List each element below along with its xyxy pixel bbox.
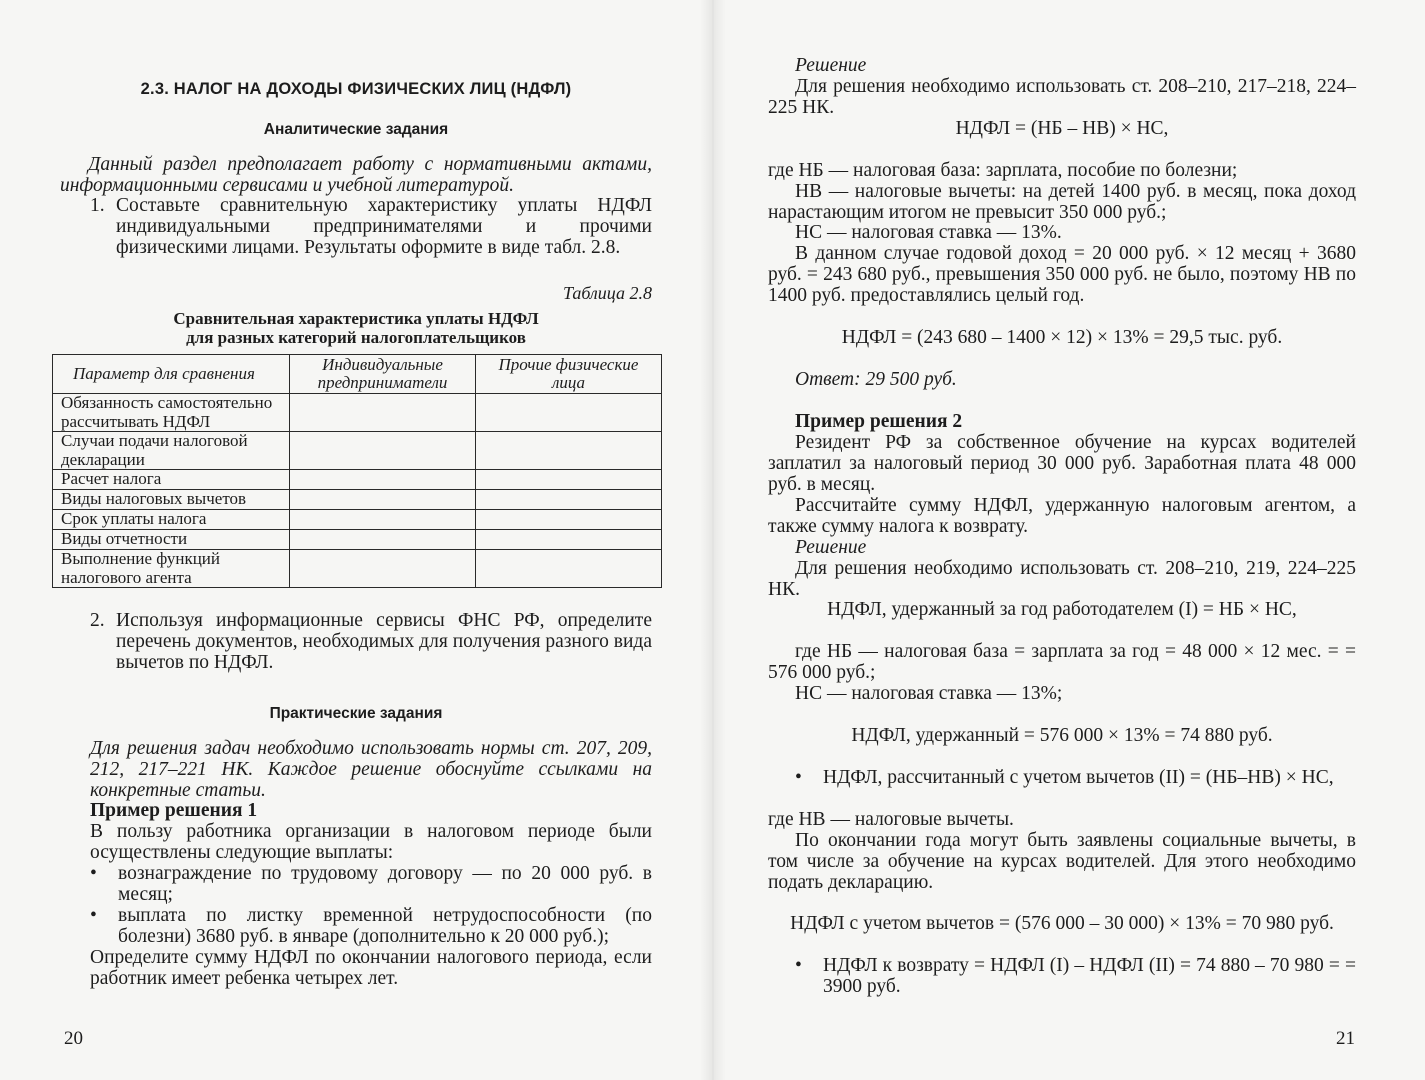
table-caption: Таблица 2.8 [562, 283, 652, 303]
bullet-item [795, 955, 1356, 997]
table-row-label: Расчет налога [53, 470, 290, 490]
table-cell [290, 394, 476, 432]
example-1-text: В пользу работника организации в налоговом периоде были осуществлены следующие выплаты: [90, 821, 652, 863]
table-cell [476, 530, 662, 550]
task-1-number: 1. [90, 195, 105, 216]
bullet-dot: • [795, 767, 802, 788]
page-number-left: 20 [64, 1028, 83, 1049]
comparison-table [52, 354, 662, 588]
example-1-question: Определите сумму НДФЛ по окончании налогового периода, если работник имеет ребенка четырех лет. [90, 947, 652, 989]
table-cell [290, 530, 476, 550]
paragraph: В данном случае годовой доход = 20 000 руб. × 12 месяц + 3680 руб. = 243 680 руб., превышения 350 000 руб. не было, поэтому НВ по 1400 руб. предоставлялись целый год. [768, 243, 1356, 306]
formula: НДФЛ, удержанный за год работодателем (I) = НБ × НС, [827, 599, 1297, 620]
formula: НДФЛ с учетом вычетов = (576 000 – 30 000) × 13% = 70 980 руб. [790, 913, 1334, 934]
paragraph: НВ — налоговые вычеты: на детей 1400 руб. в месяц, пока доход нарастающим итогом не превысит 350 000 руб.; [768, 181, 1356, 223]
paragraph: где НБ — налоговая база = зарплата за год = 48 000 × 12 мес. = = 576 000 руб.; [768, 641, 1356, 683]
table-cell [290, 470, 476, 490]
table-row [53, 470, 662, 490]
paragraph: где НБ — налоговая база: зарплата, пособие по болезни; [768, 160, 1238, 181]
example-2-title: Пример решения 2 [795, 411, 963, 432]
practical-intro: Для решения задач необходимо использовать нормы ст. 207, 209, 212, 217–221 НК. Каждое решение обоснуйте ссылками на конкретные статьи. [90, 738, 652, 801]
table-cell [290, 510, 476, 530]
table-title-line-2: для разных категорий налогоплательщиков [186, 328, 526, 347]
bullet-item [90, 863, 652, 905]
table-row-label: Выполнение функций налогового агента [53, 550, 290, 588]
paragraph: Для решения необходимо использовать ст. 208–210, 217–218, 224–225 НК. [768, 76, 1356, 118]
table-cell [290, 550, 476, 588]
table-row [53, 394, 662, 432]
bullet-item [795, 767, 1355, 788]
solution-label: Решение [795, 537, 867, 558]
bullet-dot: • [795, 955, 802, 976]
formula: НДФЛ = (НБ – НВ) × НС, [955, 118, 1169, 139]
table-row [53, 530, 662, 550]
subheading-practical: Практические задания [269, 705, 443, 722]
solution-label: Решение [795, 55, 867, 76]
table-header-parameter: Параметр для сравнения [53, 355, 290, 394]
bullet-text: НДФЛ к возврату = НДФЛ (I) – НДФЛ (II) = 74 880 – 70 980 = = 3900 руб. [823, 955, 1356, 997]
paragraph: где НВ — налоговые вычеты. [768, 809, 1014, 830]
table-cell [290, 432, 476, 470]
table-cell [476, 470, 662, 490]
bullet-text: вознаграждение по трудовому договору — по 20 000 руб. в месяц; [118, 863, 652, 905]
table-title [52, 309, 660, 347]
paragraph: НС — налоговая ставка — 13%. [795, 222, 1062, 243]
table-title-line-1: Сравнительная характеристика уплаты НДФЛ [173, 309, 539, 328]
example-1-title: Пример решения 1 [90, 800, 258, 821]
table-row [53, 432, 662, 470]
paragraph: Резидент РФ за собственное обучение на курсах водителей заплатил за налоговый период 30 000 руб. Заработная плата 48 000 руб. в месяц. [768, 432, 1356, 495]
table-header-row [53, 355, 662, 394]
formula: НДФЛ = (243 680 – 1400 × 12) × 13% = 29,5 тыс. руб. [841, 327, 1283, 348]
table-row [53, 490, 662, 510]
table-row-label: Случаи подачи налоговой декларации [53, 432, 290, 470]
subheading-analytic: Аналитические задания [263, 121, 449, 138]
table-row-label: Виды отчетности [53, 530, 290, 550]
paragraph: НС — налоговая ставка — 13%; [795, 683, 1063, 704]
bullet-text: выплата по листку временной нетрудоспособности (по болезни) 3680 руб. в январе (дополнительно к 20 000 руб.); [118, 905, 652, 947]
table-row [53, 510, 662, 530]
book-spine-shadow [700, 0, 726, 1080]
task-1-text: Составьте сравнительную характеристику уплаты НДФЛ индивидуальными предпринимателями и прочими физическими лицами. Результаты оформите в виде табл. 2.8. [116, 195, 652, 258]
answer: Ответ: 29 500 руб. [795, 369, 957, 390]
page-number-right: 21 [1336, 1028, 1355, 1049]
bullet-dot: • [90, 863, 97, 884]
bullet-text: НДФЛ, рассчитанный с учетом вычетов (II) = (НБ–НВ) × НС, [823, 767, 1334, 788]
table-row-label: Обязанность самостоятельно рассчитывать НДФЛ [53, 394, 290, 432]
bullet-item [90, 905, 652, 947]
paragraph: По окончании года могут быть заявлены социальные вычеты, в том числе за обучение на курсах водителей. Для этого необходимо подать декларацию. [768, 830, 1356, 893]
table-header-individuals: Прочие физические лица [476, 355, 662, 394]
task-2-text: Используя информационные сервисы ФНС РФ, определите перечень документов, необходимых для получения разного вида вычетов по НДФЛ. [116, 610, 652, 673]
table-cell [476, 394, 662, 432]
intro-paragraph: Данный раздел предполагает работу с нормативными актами, информационными сервисами и учебной литературой. [60, 154, 652, 196]
paragraph: Рассчитайте сумму НДФЛ, удержанную налоговым агентом, а также сумму налога к возврату. [768, 495, 1356, 537]
table-row [53, 550, 662, 588]
table-row-label: Срок уплаты налога [53, 510, 290, 530]
table-cell [476, 490, 662, 510]
bullet-dot: • [90, 905, 97, 926]
table-cell [476, 550, 662, 588]
table-cell [476, 510, 662, 530]
task-2-number: 2. [90, 610, 105, 631]
table-cell [476, 432, 662, 470]
table-header-entrepreneurs: Индивидуальные предприниматели [290, 355, 476, 394]
left-page [0, 0, 712, 1080]
table-cell [290, 490, 476, 510]
section-title: 2.3. НАЛОГ НА ДОХОДЫ ФИЗИЧЕСКИХ ЛИЦ (НДФЛ) [140, 80, 572, 98]
table-row-label: Виды налоговых вычетов [53, 490, 290, 510]
paragraph: Для решения необходимо использовать ст. 208–210, 219, 224–225 НК. [768, 558, 1356, 600]
task-1 [90, 195, 652, 258]
task-2 [90, 610, 652, 673]
formula: НДФЛ, удержанный = 576 000 × 13% = 74 880 руб. [851, 725, 1273, 746]
